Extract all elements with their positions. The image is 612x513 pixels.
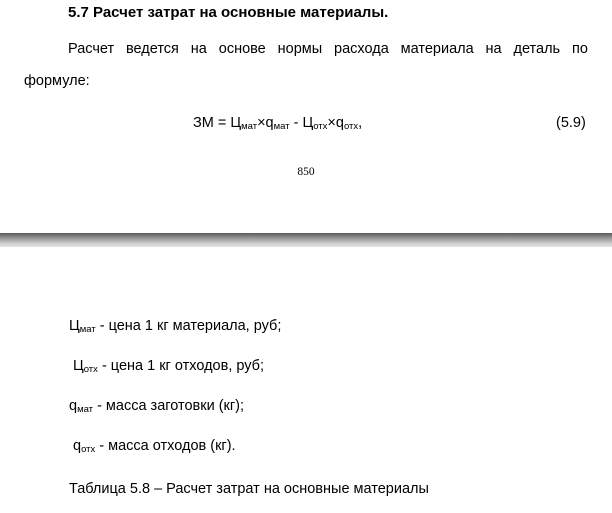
formula-end: , xyxy=(358,115,363,131)
multiply-sign: × xyxy=(327,115,336,131)
word: на xyxy=(190,41,207,57)
word: на xyxy=(485,41,502,57)
word: нормы xyxy=(277,41,323,57)
definition-subscript: мат xyxy=(79,324,96,335)
word: по xyxy=(571,41,588,57)
formula-subscript: мат xyxy=(241,121,258,132)
formula-symbol: q xyxy=(265,115,274,131)
word: ведется xyxy=(126,41,179,57)
definition-subscript: отх xyxy=(81,444,96,455)
multiply-sign: × xyxy=(257,115,266,131)
formula-symbol: Ц xyxy=(230,115,242,131)
definition-symbol: q xyxy=(69,398,78,414)
word: деталь xyxy=(513,41,561,57)
paragraph-line-1 xyxy=(68,41,588,57)
definition-mass-blank xyxy=(69,398,244,415)
formula-subscript: отх xyxy=(313,121,328,132)
definition-mass-waste xyxy=(73,438,236,455)
definition-symbol: q xyxy=(73,438,82,454)
definition-price-material xyxy=(69,318,281,335)
paragraph-line-2: формуле: xyxy=(24,73,90,89)
section-heading: 5.7 Расчет затрат на основные материалы. xyxy=(68,4,389,21)
definition-text: - цена 1 кг материала, руб; xyxy=(95,318,282,334)
page-number: 850 xyxy=(297,166,315,178)
word: расхода xyxy=(334,41,389,57)
word: Расчет xyxy=(68,41,115,57)
definition-price-waste xyxy=(73,358,264,375)
formula xyxy=(193,115,362,132)
formula-lhs: ЗМ = xyxy=(193,115,231,131)
page-divider xyxy=(0,233,612,247)
definition-text: - цена 1 кг отходов, руб; xyxy=(97,358,265,374)
definition-subscript: мат xyxy=(77,404,94,415)
formula-subscript: мат xyxy=(273,121,290,132)
definition-symbol: Ц xyxy=(73,358,84,374)
minus-sign: - xyxy=(289,115,303,131)
word: основе xyxy=(218,41,266,57)
definition-subscript: отх xyxy=(83,364,98,375)
formula-number: (5.9) xyxy=(556,115,586,131)
formula-symbol: Ц xyxy=(302,115,314,131)
definition-text: - масса отходов (кг). xyxy=(95,438,236,454)
table-caption: Таблица 5.8 – Расчет затрат на основные материалы xyxy=(69,481,429,497)
definition-symbol: Ц xyxy=(69,318,80,334)
word: материала xyxy=(400,41,474,57)
formula-symbol: q xyxy=(335,115,344,131)
definition-text: - масса заготовки (кг); xyxy=(93,398,245,414)
formula-subscript: отх xyxy=(343,121,359,132)
